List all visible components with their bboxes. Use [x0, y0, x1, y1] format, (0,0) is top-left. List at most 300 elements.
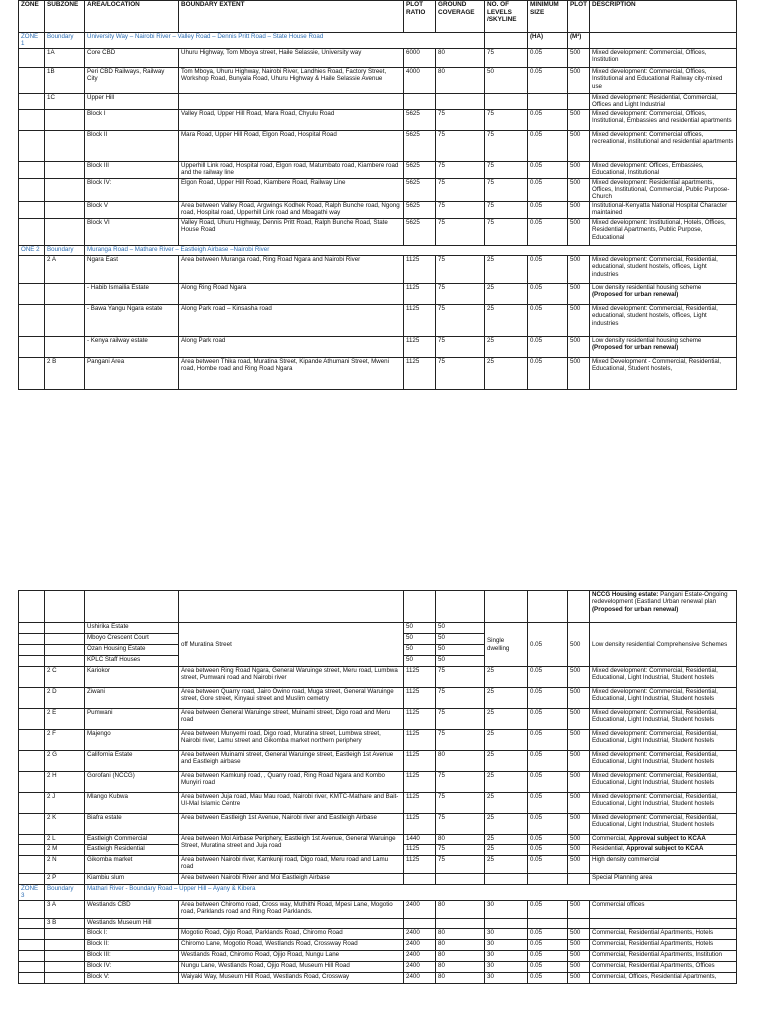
boundary: Area between Kamkunji road, , Quarry road, Ring Road Ngara and Kombo Munyiri road [179, 772, 404, 793]
area: Mlango Kubwa [85, 793, 179, 814]
description: Institutional-Kenyatta National Hospital Character maintained [590, 201, 737, 218]
subzone: 1A [45, 48, 85, 67]
boundary: Area between Juja road, Mau Mau road, Nairobi river, KMTC-Mathare and Bait-Ul-Mal Islamic Centre [179, 793, 404, 814]
plot: 500 [568, 900, 590, 918]
min-size: 0.05 [528, 48, 568, 67]
ground-coverage: 75 [436, 709, 485, 730]
plot: 500 [568, 283, 590, 304]
table-row [19, 130, 737, 161]
plot: 500 [568, 845, 590, 856]
subzone-label: Boundary [45, 33, 85, 49]
plot-ratio: 1125 [404, 709, 436, 730]
plot: 500 [568, 109, 590, 130]
ground-coverage: 80 [436, 950, 485, 961]
table-row [19, 667, 737, 688]
ground-coverage: 75 [436, 336, 485, 357]
boundary: Mogotio Road, Ojijo Road, Parklands Road, Chiromo Road [179, 928, 404, 939]
table-row [19, 961, 737, 972]
zoning-table-page-1 [18, 0, 737, 390]
ground-coverage: 75 [436, 218, 485, 245]
ground-coverage: 75 [436, 283, 485, 304]
zone-label: ZONE 1 [19, 33, 45, 49]
description: Mixed development: Residential, Commercial, Offices and Light Industrial [590, 93, 737, 109]
boundary: Area between Nairobi River and Moi Eastleigh Airbase [179, 874, 404, 885]
levels: 25 [485, 357, 528, 389]
area: Gorofani (NCCG) [85, 772, 179, 793]
levels: 25 [485, 751, 528, 772]
col-minimum-size: MINIMUM SIZE [528, 1, 568, 33]
area: - Bawa Yangu Ngara estate [85, 304, 179, 336]
min-size: 0.05 [528, 178, 568, 201]
plot-ratio: 50 [404, 634, 436, 645]
boundary: Uhuru Highway, Tom Mboya street, Haile Selassie, University way [179, 48, 404, 67]
col-zone: ZONE [19, 1, 45, 33]
area: Block I: [85, 928, 179, 939]
levels: 75 [485, 161, 528, 178]
description: Commercial, Residential Apartments, Institution [590, 950, 737, 961]
table-row [19, 336, 737, 357]
description: Mixed development: Commercial, Residential, Educational, Light Industrial, Student hostels [590, 730, 737, 751]
ground-coverage: 75 [436, 109, 485, 130]
subzone-label: Boundary [45, 885, 85, 901]
area: Peri CBD Railways, Railway City [85, 67, 179, 93]
table-row [19, 950, 737, 961]
area: Block III: [85, 950, 179, 961]
area: Eastleigh Commercial [85, 835, 179, 845]
col-boundary: BOUNDARY EXTENT [179, 1, 404, 33]
plot-ratio: 1125 [404, 336, 436, 357]
area: Ushirika Estate [85, 623, 179, 634]
plot-ratio: 1125 [404, 304, 436, 336]
table-row [19, 109, 737, 130]
min-size: 0.05 [528, 856, 568, 874]
plot: 500 [568, 336, 590, 357]
table-row [19, 623, 737, 634]
subzone: 2 D [45, 688, 85, 709]
subzone [45, 336, 85, 357]
plot: 500 [568, 814, 590, 835]
table-row [19, 928, 737, 939]
plot-ratio [404, 93, 436, 109]
plot: 500 [568, 730, 590, 751]
min-size: 0.05 [528, 730, 568, 751]
ground-coverage: 75 [436, 845, 485, 856]
min-size: 0.05 [528, 835, 568, 845]
plot-ratio: 50 [404, 645, 436, 656]
min-size: 0.05 [528, 961, 568, 972]
boundary: Upperhill Link road, Hospital road, Elgon road, Matumbato road, Kiambere road and the railway line [179, 161, 404, 178]
ground-coverage: 75 [436, 161, 485, 178]
ground-coverage: 75 [436, 730, 485, 751]
area: Westlands Museum Hill [85, 918, 179, 928]
area: Block I [85, 109, 179, 130]
min-size: 0.05 [528, 709, 568, 730]
table-row [19, 178, 737, 201]
col-subzone: SUBZONE [45, 1, 85, 33]
description: Low density residential housing scheme (Proposed for urban renewal) [590, 283, 737, 304]
description: High density commercial [590, 856, 737, 874]
plot-ratio: 2400 [404, 950, 436, 961]
levels: 75 [485, 109, 528, 130]
subzone: 1B [45, 67, 85, 93]
boundary [179, 93, 404, 109]
col-ground-coverage: GROUND COVERAGE [436, 1, 485, 33]
subzone [45, 161, 85, 178]
levels: 25 [485, 856, 528, 874]
ground-coverage: 50 [436, 623, 485, 634]
subzone: 2 B [45, 357, 85, 389]
min-size: 0.05 [528, 972, 568, 983]
plot: 500 [568, 835, 590, 845]
ground-coverage: 75 [436, 304, 485, 336]
min-size: 0.05 [528, 283, 568, 304]
min-size: 0.05 [528, 793, 568, 814]
subzone [45, 201, 85, 218]
subzone: 1C [45, 93, 85, 109]
area: Ozan Housing Estate [85, 645, 179, 656]
zone-2-subzone-rows [19, 667, 737, 835]
subzone: 2 J [45, 793, 85, 814]
levels: 30 [485, 928, 528, 939]
description: Commercial, Approval subject to KCAA [590, 835, 737, 845]
zone-2-rows [19, 255, 737, 389]
table-row [19, 67, 737, 93]
ground-coverage: 75 [436, 856, 485, 874]
min-size: 0.05 [528, 667, 568, 688]
zone-2-row [19, 245, 737, 255]
plot: 500 [568, 856, 590, 874]
plot-ratio: 1125 [404, 667, 436, 688]
zone-boundary: Muranga Road – Mathare River – Eastleigh Airbase –Nairobi River [85, 245, 737, 255]
boundary: Area between Ring Road Ngara, General Waruinge street, Meru road, Lumbwa street, Pumwani road and Nairobi river [179, 667, 404, 688]
area: KPLC Staff Houses [85, 656, 179, 667]
table-row [19, 688, 737, 709]
boundary: Along Park road – Kinsasha road [179, 304, 404, 336]
table-row [19, 255, 737, 283]
levels: 25 [485, 336, 528, 357]
area: Upper Hill [85, 93, 179, 109]
ground-coverage: 75 [436, 772, 485, 793]
plot-ratio: 2400 [404, 939, 436, 950]
description: Mixed Development - Commercial, Residential, Educational, Student hostels, [590, 357, 737, 389]
levels: 30 [485, 900, 528, 918]
plot-ratio: 2400 [404, 900, 436, 918]
plot-ratio: 5625 [404, 178, 436, 201]
table-row [19, 751, 737, 772]
row-2n [19, 856, 737, 874]
levels: 25 [485, 793, 528, 814]
ground-coverage [436, 93, 485, 109]
ground-coverage: 80 [436, 67, 485, 93]
zone-3-row [19, 885, 737, 901]
header-row [19, 1, 737, 33]
area: Block VI [85, 218, 179, 245]
plot-ratio: 1125 [404, 730, 436, 751]
plot: 500 [568, 751, 590, 772]
min-size: 0.05 [528, 304, 568, 336]
boundary: Area between Quarry road, Jairo Owino road, Muga street, General Waruinge street, Gore street, Kinyaui street and Muslim cemetry [179, 688, 404, 709]
description: Mixed development: Commercial, Offices, Institutional, Embassies and residential apartments [590, 109, 737, 130]
table-row [19, 283, 737, 304]
ground-coverage: 80 [436, 939, 485, 950]
plot-ratio: 1125 [404, 793, 436, 814]
table-row [19, 218, 737, 245]
row-3a [19, 900, 737, 918]
ground-coverage: 80 [436, 751, 485, 772]
area: Block II: [85, 939, 179, 950]
subzone [45, 304, 85, 336]
plot: 500 [568, 772, 590, 793]
levels: 25 [485, 255, 528, 283]
boundary: Elgon Road, Upper Hill Road, Kiambere Road, Railway Line [179, 178, 404, 201]
ground-coverage: 75 [436, 793, 485, 814]
col-plot-ratio: PLOT RATIO [404, 1, 436, 33]
boundary: Along Park road [179, 336, 404, 357]
ground-coverage: 80 [436, 835, 485, 845]
page-1-fragment [0, 0, 768, 432]
levels: 75 [485, 218, 528, 245]
min-size: 0.05 [528, 939, 568, 950]
plot: 500 [568, 793, 590, 814]
description: Mixed development: Commercial, Residential, Educational, Light Industrial, Student hostels [590, 772, 737, 793]
subzone: 2 L [45, 835, 85, 845]
area: Biafra estate [85, 814, 179, 835]
boundary: Chiromo Lane, Mogotio Road, Westlands Road, Crossway Road [179, 939, 404, 950]
area: Block V: [85, 972, 179, 983]
levels: 25 [485, 688, 528, 709]
plot-ratio: 5625 [404, 161, 436, 178]
min-size: 0.05 [528, 336, 568, 357]
plot: 500 [568, 255, 590, 283]
levels: 75 [485, 130, 528, 161]
boundary: Nungu Lane, Westlands Road, Ojijo Road, Museum Hill Road [179, 961, 404, 972]
area: Ziwani [85, 688, 179, 709]
boundary: Area between Muranga road, Ring Road Ngara and Nairobi River [179, 255, 404, 283]
plot-ratio: 6000 [404, 48, 436, 67]
nccg-row [19, 591, 737, 623]
levels: 25 [485, 304, 528, 336]
zone-boundary: Mathari River - Boundary Road – Upper Hill – Ayany & Kibera [85, 885, 737, 901]
levels: 75 [485, 201, 528, 218]
area: Kariokor [85, 667, 179, 688]
area: - Kenya railway estate [85, 336, 179, 357]
plot: 500 [568, 709, 590, 730]
zone-boundary: University Way – Nairobi River – Valley Road – Dennis Pritt Road – State House Road [85, 33, 485, 49]
table-row [19, 709, 737, 730]
plot-ratio: 4000 [404, 67, 436, 93]
ground-coverage: 75 [436, 178, 485, 201]
description: Mixed development: Commercial, Residential, Educational, Light Industrial, Student hostels [590, 751, 737, 772]
table-row [19, 48, 737, 67]
area: Eastleigh Residential [85, 845, 179, 856]
col-plot: PLOT [568, 1, 590, 33]
levels: 30 [485, 950, 528, 961]
levels: 25 [485, 814, 528, 835]
plot: 500 [568, 688, 590, 709]
zone-label: ZONE 3 [19, 885, 45, 901]
ground-coverage: 80 [436, 961, 485, 972]
plot: 500 [568, 972, 590, 983]
description: Mixed development: Commercial, Residential, Educational, Light Industrial, Student hostels [590, 793, 737, 814]
subzone: 2 C [45, 667, 85, 688]
plot: 500 [568, 130, 590, 161]
boundary: Area between Valley Road, Argwings Kodhek Road, Ralph Bunche road, Ngong road, Hospital road, Upperhill Link road and Mbagathi way [179, 201, 404, 218]
table-row [19, 357, 737, 389]
subzone: 3 A [45, 900, 85, 918]
area: Westlands CBD [85, 900, 179, 918]
plot: 500 [568, 178, 590, 201]
plot: 500 [568, 357, 590, 389]
ground-coverage: 80 [436, 48, 485, 67]
table-row [19, 793, 737, 814]
levels: 25 [485, 709, 528, 730]
col-levels: NO. OF LEVELS /SKYLINE [485, 1, 528, 33]
ground-coverage: 50 [436, 634, 485, 645]
area: Block V [85, 201, 179, 218]
plot: 500 [568, 218, 590, 245]
ground-coverage: 75 [436, 201, 485, 218]
levels: 25 [485, 772, 528, 793]
plot: 500 [568, 48, 590, 67]
subzone: 2 H [45, 772, 85, 793]
plot-ratio: 1125 [404, 357, 436, 389]
description: Mixed development: Commercial, Residential, Educational, Light Industrial, Student hostels [590, 709, 737, 730]
area: Mboyo Crescent Court [85, 634, 179, 645]
description: Commercial, Residential Apartments, Hotels [590, 939, 737, 950]
area: Kiambiu slum [85, 874, 179, 885]
boundary: Area between Thika road, Muratina Street, Kipande Athumani Street, Mweni road, Hombe road and Ring Road Ngara [179, 357, 404, 389]
subzone [45, 218, 85, 245]
min-size: 0.05 [528, 950, 568, 961]
description: Mixed development: Residential apartments, Offices, Institutional, Commercial, Public Purpose-Church [590, 178, 737, 201]
ground-coverage: 75 [436, 130, 485, 161]
plot-ratio: 5625 [404, 109, 436, 130]
plot-ratio: 2400 [404, 961, 436, 972]
description: Mixed development: Commercial offices, recreational, institutional and residential apartments [590, 130, 737, 161]
table-row [19, 201, 737, 218]
ground-coverage: 75 [436, 667, 485, 688]
plot: 500 [568, 161, 590, 178]
zoning-table-page-2 [18, 590, 737, 984]
plot: 500 [568, 623, 590, 667]
description: Mixed development: Commercial, Residential, educational, student hostels, offices, Light industries [590, 304, 737, 336]
levels: 30 [485, 961, 528, 972]
min-size: 0.05 [528, 357, 568, 389]
boundary: Westlands Road, Chiromo Road, Ojijo Road, Nungu Lane [179, 950, 404, 961]
subzone [45, 130, 85, 161]
estate-rows [19, 623, 737, 667]
ground-coverage: 80 [436, 900, 485, 918]
table-row [19, 93, 737, 109]
unit-m2: (M²) [568, 33, 590, 49]
subzone-label: Boundary [45, 245, 85, 255]
area: Block III [85, 161, 179, 178]
min-size: 0.05 [528, 845, 568, 856]
boundary: Area between Moi Airbase Periphery, Eastleigh 1st Avenue, General Waruinge Street, Muratina street and Juja road [179, 835, 404, 856]
levels: Single dwelling [485, 623, 528, 667]
min-size: 0.05 [528, 814, 568, 835]
table-row [19, 814, 737, 835]
table-row [19, 972, 737, 983]
ground-coverage: 75 [436, 357, 485, 389]
boundary: off Muratina Street [179, 623, 404, 667]
subzone [45, 178, 85, 201]
plot-ratio: 1125 [404, 845, 436, 856]
description: Commercial, Residential Apartments, Hotels [590, 928, 737, 939]
unit-ha: (HA) [528, 33, 568, 49]
area: California Estate [85, 751, 179, 772]
table-row [19, 161, 737, 178]
area: Majengo [85, 730, 179, 751]
boundary: Valley Road, Upper Hill Road, Mara Road, Chyulu Road [179, 109, 404, 130]
plot: 500 [568, 950, 590, 961]
plot-ratio: 5625 [404, 130, 436, 161]
description: Commercial, Offices, Residential Apartments, [590, 972, 737, 983]
plot-ratio: 2400 [404, 928, 436, 939]
levels: 30 [485, 972, 528, 983]
boundary: Area between Muinami street, General Waruinge street, Eastleigh 1st Avenue and Eastleigh airbase [179, 751, 404, 772]
min-size: 0.05 [528, 772, 568, 793]
boundary: Along Ring Road Ngara [179, 283, 404, 304]
levels: 25 [485, 283, 528, 304]
min-size: 0.05 [528, 130, 568, 161]
area: - Habib Ismailia Estate [85, 283, 179, 304]
area: Gikomba market [85, 856, 179, 874]
plot-ratio: 1125 [404, 814, 436, 835]
table-row [19, 772, 737, 793]
plot-ratio: 2400 [404, 972, 436, 983]
area: Pangani Area [85, 357, 179, 389]
ground-coverage: 75 [436, 255, 485, 283]
row-2l [19, 835, 737, 845]
min-size: 0.05 [528, 109, 568, 130]
levels: 75 [485, 178, 528, 201]
plot-ratio: 50 [404, 656, 436, 667]
boundary: Area between General Waruinge street, Muinami street, Digo road and Meru road [179, 709, 404, 730]
plot-ratio: 1440 [404, 835, 436, 845]
min-size: 0.05 [528, 201, 568, 218]
subzone: 2 M [45, 845, 85, 856]
ground-coverage: 80 [436, 928, 485, 939]
levels: 25 [485, 845, 528, 856]
plot-ratio: 1125 [404, 772, 436, 793]
levels: 25 [485, 835, 528, 845]
area: Pumwani [85, 709, 179, 730]
min-size: 0.05 [528, 161, 568, 178]
plot-ratio: 1125 [404, 688, 436, 709]
description: Mixed development: Commercial, Offices, Institution [590, 48, 737, 67]
ground-coverage: 50 [436, 645, 485, 656]
ground-coverage: 75 [436, 814, 485, 835]
area: Core CBD [85, 48, 179, 67]
ground-coverage: 50 [436, 656, 485, 667]
zone-1-rows [19, 48, 737, 245]
boundary: Area between Eastleigh 1st Avenue, Nairobi river and Eastleigh Airbase [179, 814, 404, 835]
levels: 30 [485, 939, 528, 950]
plot-ratio: 5625 [404, 218, 436, 245]
min-size: 0.05 [528, 751, 568, 772]
subzone: 2 E [45, 709, 85, 730]
subzone [45, 109, 85, 130]
min-size: 0.05 [528, 218, 568, 245]
table-row [19, 939, 737, 950]
min-size: 0.05 [528, 688, 568, 709]
plot: 500 [568, 939, 590, 950]
plot: 500 [568, 201, 590, 218]
plot [568, 93, 590, 109]
zone-1-row [19, 33, 737, 49]
description: Mixed development: Institutional, Hotels, Offices, Residential Apartments, Public Purpose, Educational [590, 218, 737, 245]
